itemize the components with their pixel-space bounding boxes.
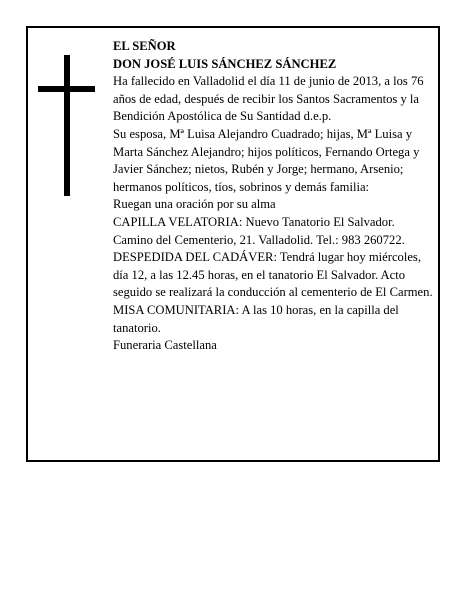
obituary-text xyxy=(113,38,435,355)
deceased-name: DON JOSÉ LUIS SÁNCHEZ SÁNCHEZ xyxy=(113,56,337,71)
family-list: Su esposa, Mª Luisa Alejandro Cuadrado; hijas, Mª Luisa y Marta Sánchez Alejandro; hijos políticos, Fernando Ortega y Javier Sánchez; nietos, Rubén y Jorge; hermano, Arsenio; hermanos políticos, tíos, sobrinos y demás familia: xyxy=(113,126,420,194)
funeral-home: Funeraria Castellana xyxy=(113,338,217,353)
mass-info: MISA COMUNITARIA: A las 10 horas, en la capilla del tanatorio. xyxy=(113,302,399,335)
farewell-info: DESPEDIDA DEL CADÁVER: Tendrá lugar hoy miércoles, día 12, a las 12.45 horas, en el tanatorio El Salvador. Acto seguido se realizará la conducción al cementerio de El Carmen. xyxy=(113,250,433,300)
death-announcement: Ha fallecido en Valladolid el día 11 de junio de 2013, a los 76 años de edad, después de recibir los Santos Sacramentos y la Bendición Apostólica de Su Santidad d.e.p. xyxy=(113,74,424,124)
prayer-request: Ruegan una oración por su alma xyxy=(113,197,276,212)
cross-vertical-bar xyxy=(64,55,70,196)
wake-chapel-info: CAPILLA VELATORIA: Nuevo Tanatorio El Salvador. Camino del Cementerio, 21. Valladolid. Tel.: 983 260722. xyxy=(113,214,405,247)
cross-horizontal-bar xyxy=(38,86,95,92)
heading-line-1: EL SEÑOR xyxy=(113,39,176,53)
